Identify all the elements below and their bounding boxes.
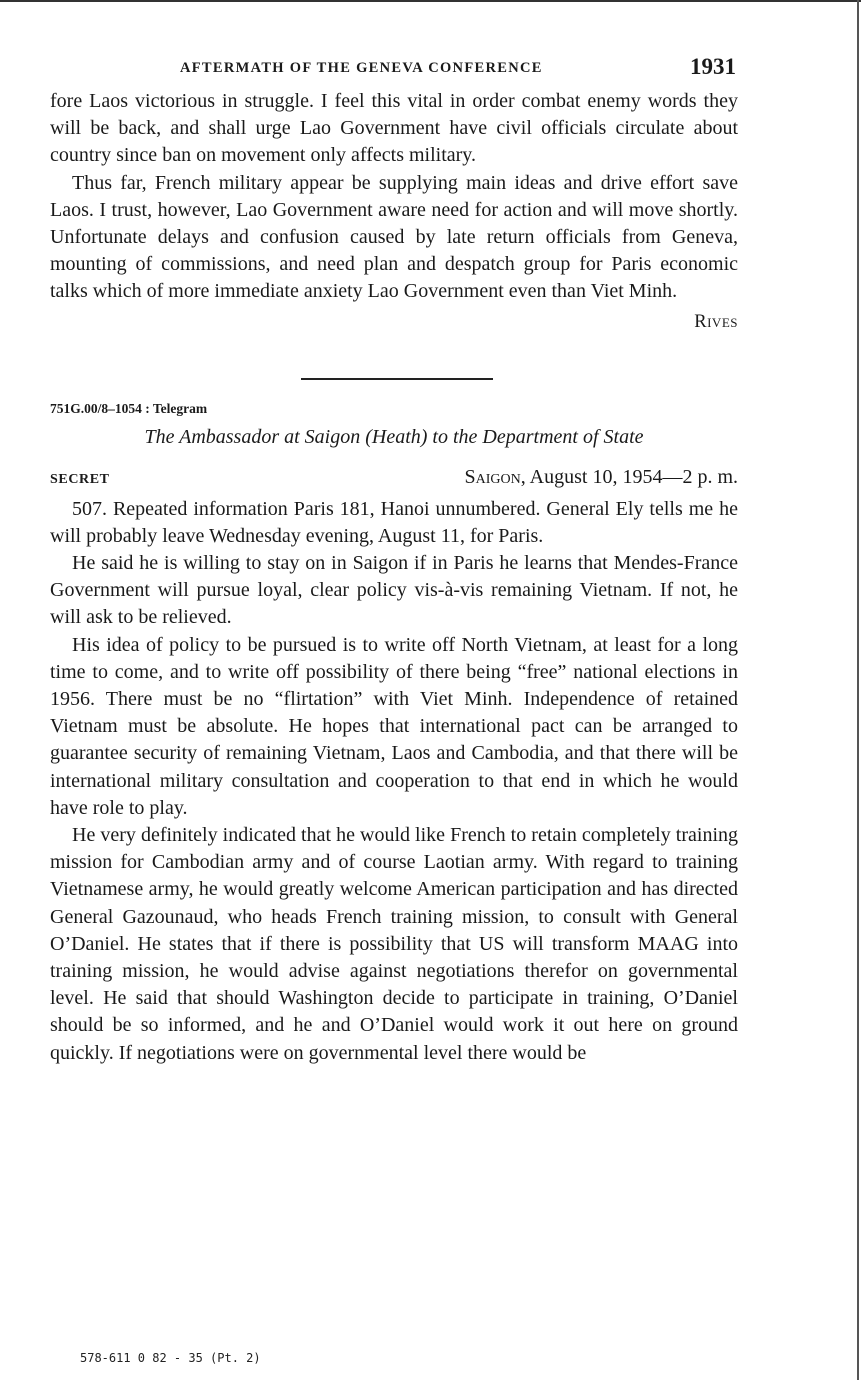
running-title: AFTERMATH OF THE GENEVA CONFERENCE [180, 60, 543, 76]
previous-doc-paragraph-1: fore Laos victorious in struggle. I feel this vital in order combat enemy words they will be back, and shall urge Lao Government have civil officials circulate about country since ban on movement only affects military. [50, 90, 738, 167]
classification-row [50, 466, 738, 496]
page-body [50, 54, 738, 1067]
signature: Rives [694, 311, 738, 332]
top-scan-edge [0, 0, 861, 2]
telegram-paragraph-3: His idea of policy to be pursued is to write off North Vietnam, at least for a long time to come, and to write off possibility of there being “free” national elections in 1956. There must be no “flirtation” with Viet Minh. Independence of retained Vietnam must be absolute. He hopes that international pact can be arranged to guarantee security of remaining Vietnam, Laos and Cambodia, and that there will be international military consultation and cooperation to that end in which he would have role to play. [50, 633, 738, 819]
print-code-footer: 578-611 0 82 - 35 (Pt. 2) [80, 1351, 261, 1365]
section-divider [301, 378, 493, 380]
file-reference: 751G.00/8–1054 : Telegram [50, 400, 208, 416]
running-head [50, 54, 738, 88]
right-scan-edge [857, 0, 859, 1380]
document-title: The Ambassador at Saigon (Heath) to the Department of State [144, 425, 644, 448]
previous-doc-paragraph-2: Thus far, French military appear be supplying main ideas and drive effort save Laos. I trust, however, Lao Government aware need for action and will move shortly. Unfortunate delays and confusion caused by late return officials from Geneva, mounting of commissions, and need plan and despatch group for Paris economic talks which of more immediate anxiety Lao Government even than Viet Minh. [50, 171, 738, 303]
classification-label: SECRET [50, 471, 110, 487]
telegram-paragraph-1: 507. Repeated information Paris 181, Hanoi unnumbered. General Ely tells me he will probably leave Wednesday evening, August 11, for Paris. [50, 497, 738, 547]
dateline [465, 466, 738, 489]
telegram-paragraph-2: He said he is willing to stay on in Saigon if in Paris he learns that Mendes-France Government will pursue loyal, clear policy vis-à-vis remaining Vietnam. If not, he will ask to be relieved. [50, 552, 738, 629]
dateline-date: August 10, 1954—2 p. m. [529, 465, 738, 488]
dateline-place: Saigon, [464, 465, 526, 488]
telegram-paragraph-4: He very definitely indicated that he would like French to retain completely training mission for Cambodian army and of course Laotian army. With regard to training Vietnamese army, he would greatly welcome American participation and has directed General Gazounaud, who heads French training mission, to consult with General O’Daniel. He states that if there is possibility that US will transform MAAG into training mission, he would advise against negotiations therefor on governmental level. He said that should Washington decide to participate in training, O’Daniel should be so informed, and he and O’Daniel would work it out here on ground quickly. If negotiations were on governmental level there would be [50, 824, 738, 1064]
page-number: 1931 [690, 54, 736, 79]
